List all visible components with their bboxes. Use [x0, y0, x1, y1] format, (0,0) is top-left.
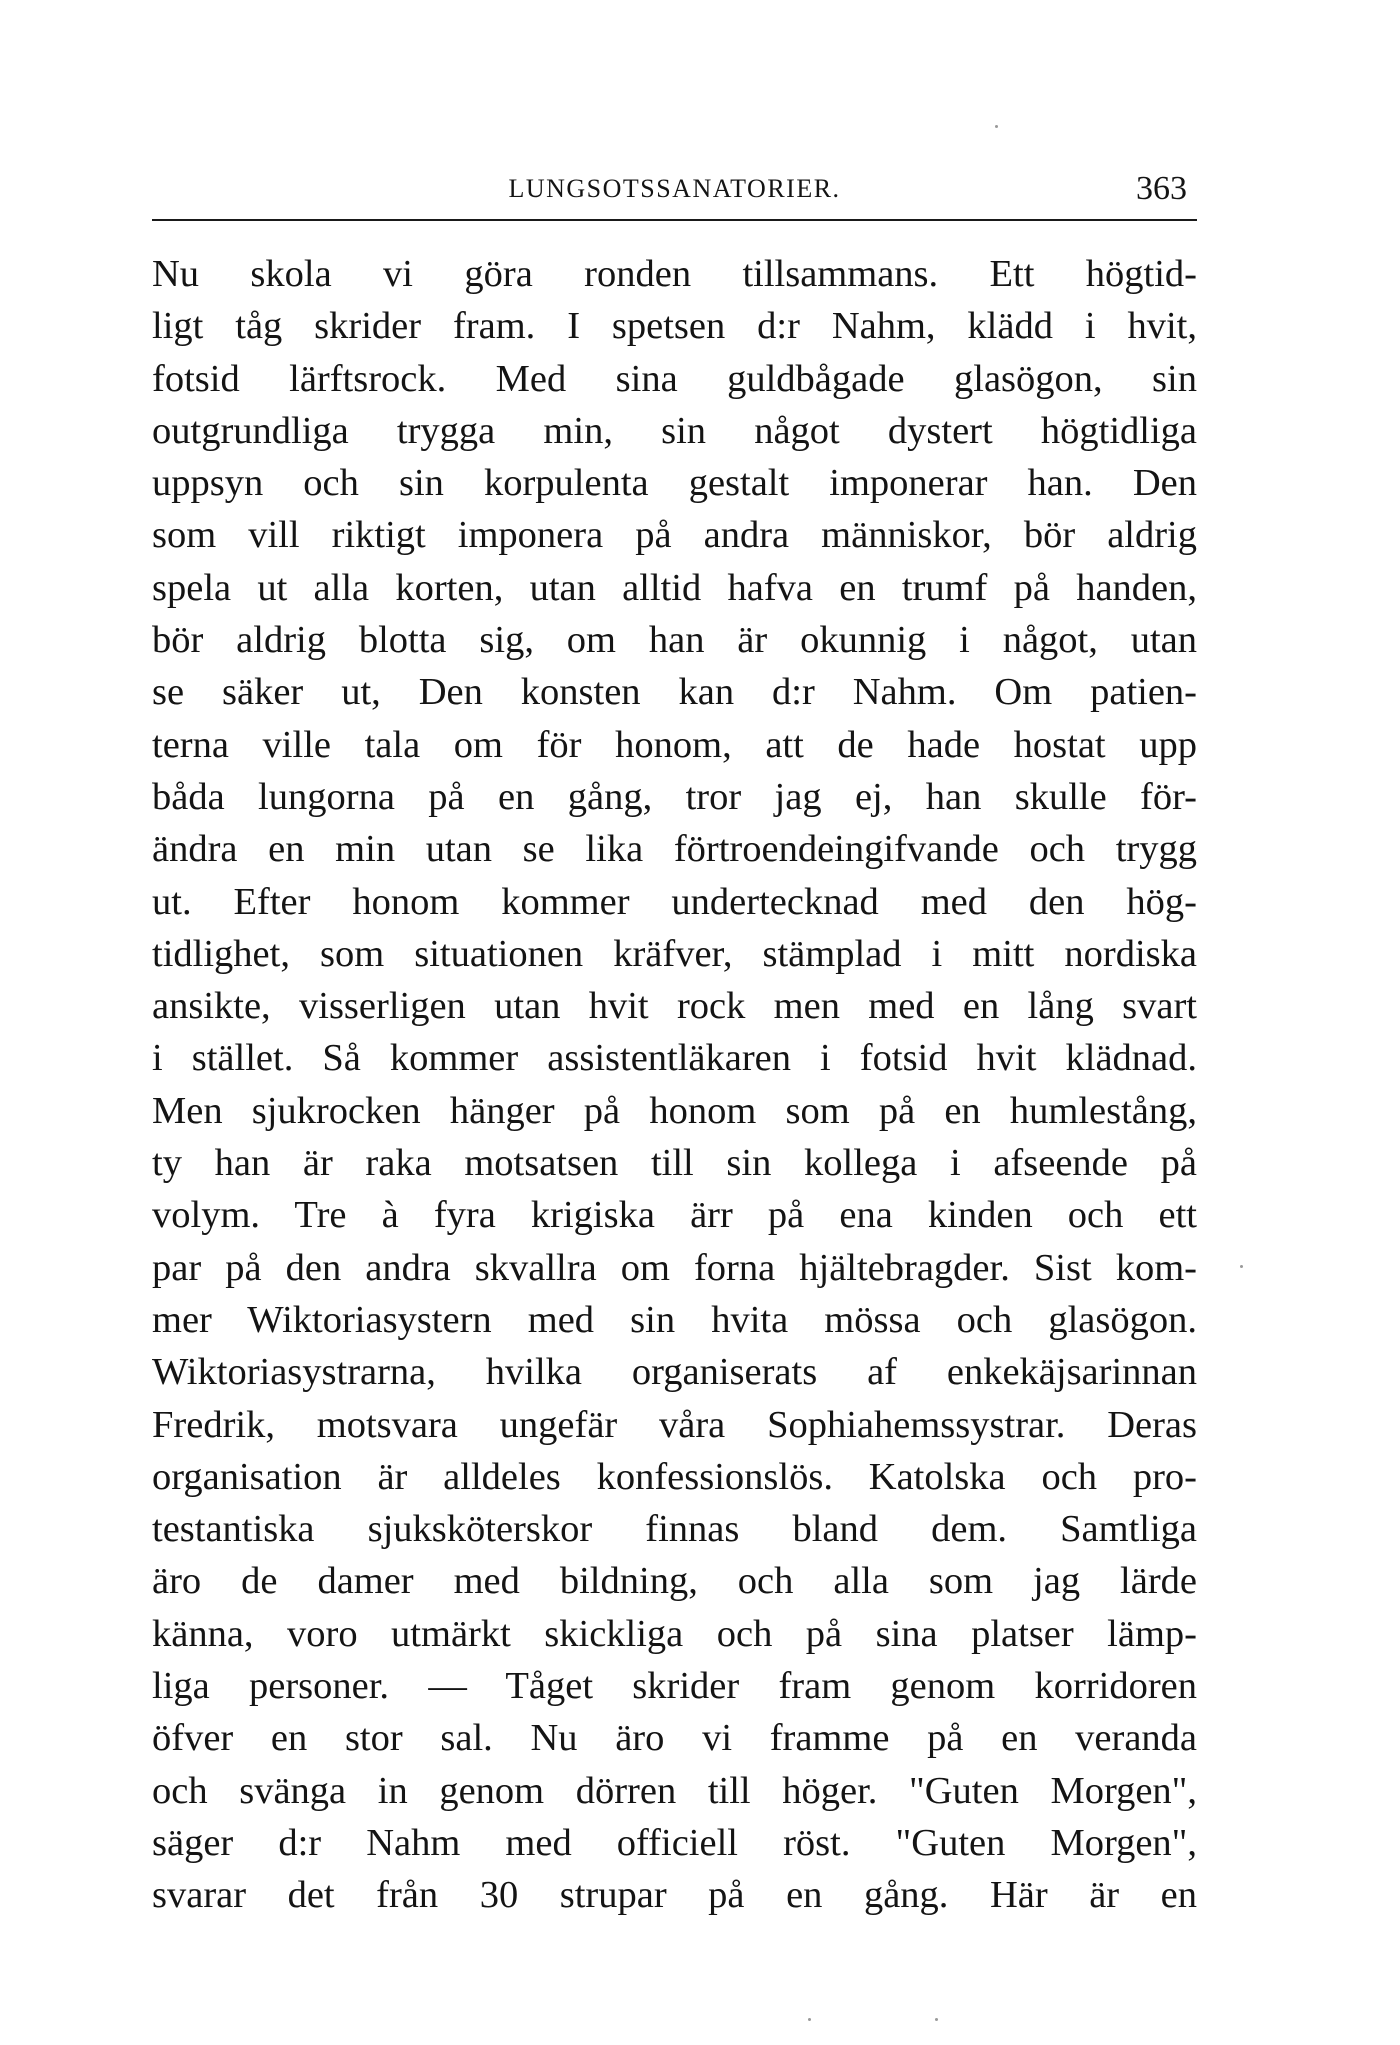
- text-line: Men sjukrocken hänger på honom som på en humlestång,: [152, 1089, 1197, 1132]
- text-line: spela ut alla korten, utan alltid hafva en trumf på handen,: [152, 566, 1197, 609]
- text-line: organisation är alldeles konfessionslös. Katolska och pro-: [152, 1455, 1197, 1498]
- text-line: volym. Tre à fyra krigiska ärr på ena kinden och ett: [152, 1194, 1197, 1237]
- text-line: testantiska sjuksköterskor finnas bland dem. Samtliga: [152, 1508, 1197, 1551]
- page-number: 363: [1136, 170, 1187, 207]
- text-line: Fredrik, motsvara ungefär våra Sophiahemssystrar. Deras: [152, 1403, 1197, 1446]
- text-line: ut. Efter honom kommer undertecknad med den hög-: [152, 880, 1197, 923]
- text-line: ligt tåg skrider fram. I spetsen d:r Nahm, klädd i hvit,: [152, 305, 1197, 348]
- running-title: LUNGSOTSSANATORIER.: [508, 174, 841, 203]
- paper-speck: [808, 2018, 811, 2021]
- text-line: båda lungorna på en gång, tror jag ej, han skulle för-: [152, 775, 1197, 818]
- text-line: fotsid lärftsrock. Med sina guldbågade glasögon, sin: [152, 357, 1197, 400]
- text-line: Nu skola vi göra ronden tillsammans. Ett högtid-: [152, 253, 1197, 295]
- text-line: bör aldrig blotta sig, om han är okunnig i något, utan: [152, 619, 1197, 662]
- text-line: känna, voro utmärkt skickliga och på sina platser lämp-: [152, 1612, 1197, 1655]
- text-line: outgrundliga trygga min, sin något dystert högtidliga: [152, 409, 1197, 452]
- text-line: svarar det från 30 strupar på en gång. Här är en: [152, 1874, 1197, 1917]
- text-line: terna ville tala om för honom, att de hade hostat upp: [152, 723, 1197, 766]
- header-rule: [152, 219, 1197, 221]
- page-header: [152, 170, 1197, 218]
- text-line: ändra en min utan se lika förtroendeingifvande och trygg: [152, 828, 1197, 871]
- text-line: tidlighet, som situationen kräfver, stämplad i mitt nordiska: [152, 932, 1197, 975]
- text-line: öfver en stor sal. Nu äro vi framme på en veranda: [152, 1717, 1197, 1760]
- body-text: [152, 248, 1197, 1922]
- text-line: uppsyn och sin korpulenta gestalt imponerar han. Den: [152, 462, 1197, 505]
- text-line: säger d:r Nahm med officiell röst. "Guten Morgen",: [152, 1821, 1197, 1864]
- text-line: äro de damer med bildning, och alla som jag lärde: [152, 1560, 1197, 1603]
- text-line: se säker ut, Den konsten kan d:r Nahm. Om patien-: [152, 671, 1197, 714]
- text-line: som vill riktigt imponera på andra människor, bör aldrig: [152, 514, 1197, 557]
- text-line: ty han är raka motsatsen till sin kollega i afseende på: [152, 1142, 1197, 1185]
- text-line: mer Wiktoriasystern med sin hvita mössa och glasögon.: [152, 1298, 1197, 1341]
- paper-speck: [995, 125, 998, 128]
- text-line: liga personer. — Tåget skrider fram genom korridoren: [152, 1665, 1197, 1708]
- paper-speck: [935, 2018, 938, 2021]
- text-line: i stället. Så kommer assistentläkaren i fotsid hvit klädnad.: [152, 1037, 1197, 1080]
- paper-speck: [1240, 1265, 1243, 1268]
- text-line: par på den andra skvallra om forna hjältebragder. Sist kom-: [152, 1246, 1197, 1289]
- text-line: Wiktoriasystrarna, hvilka organiserats af enkekäjsarinnan: [152, 1351, 1197, 1394]
- text-line: ansikte, visserligen utan hvit rock men med en lång svart: [152, 985, 1197, 1028]
- text-line: och svänga in genom dörren till höger. "Guten Morgen",: [152, 1769, 1197, 1812]
